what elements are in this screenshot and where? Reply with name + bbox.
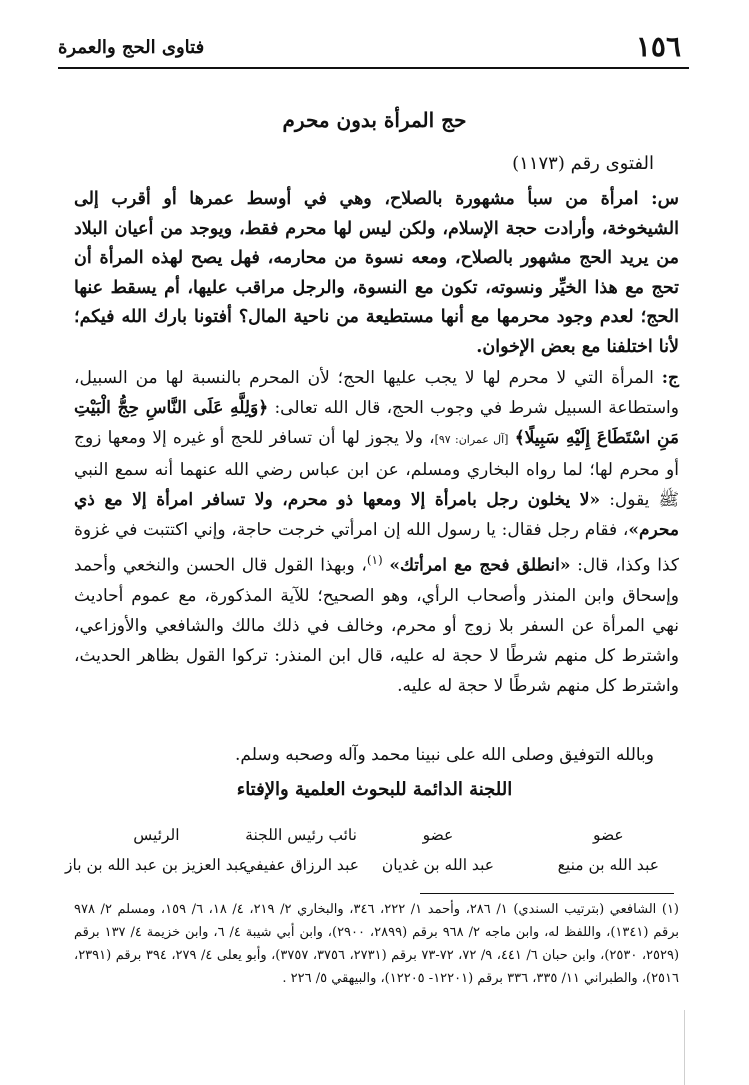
answer-paragraph bbox=[74, 363, 679, 701]
signature-chairman bbox=[65, 820, 248, 880]
signature-member-2 bbox=[382, 820, 494, 880]
closing-line: وبالله التوفيق وصلى الله على نبينا محمد وآله وصحبه وسلم. bbox=[235, 745, 654, 765]
signature-role: نائب رئيس اللجنة bbox=[245, 826, 357, 844]
quran-verse: ﴿وَلِلَّهِ عَلَى النَّاسِ حِجُّ الْبَيْتِ مَنِ اسْتَطَاعَ إِلَيْهِ سَبِيلًا﴾ bbox=[74, 398, 679, 448]
question-prefix: س: bbox=[651, 189, 679, 209]
signature-role: الرئيس bbox=[133, 826, 180, 844]
fatwa-title: حج المرأة بدون محرم bbox=[282, 108, 467, 132]
hadith-quote-2: «انطلق فحج مع امرأتك» bbox=[389, 555, 571, 576]
signature-name: عبد العزيز بن عبد الله بن باز bbox=[65, 856, 248, 874]
answer-text-4: ، وبهذا القول قال الحسن والنخعي وأحمد وإسحاق وابن المنذر وأصحاب الرأي، وهو الصحيح؛ للآية المذكورة، مع عموم أحاديث نهي المرأة عن السفر بلا زوج أو محرم، وخالف في ذلك مالك والشافعي والأوزاعي، واشترط كل منهم شرطًا لا حجة له عليه، قال ابن المنذر: تركوا القول بظاهر الحديث، واشترط كل منهم شرطًا لا حجة له عليه. bbox=[74, 555, 679, 696]
answer-text-3: ، فقام رجل فقال: يا رسول الله إن امرأتي خرجت حاجة، وإني اكتتبت في غزوة كذا وكذا، قال: bbox=[74, 520, 680, 576]
page-number: ١٥٦ bbox=[635, 30, 681, 63]
signature-block bbox=[65, 820, 659, 880]
footnote-text: (١) الشافعي (بترتيب السندي) ١/ ٢٨٦، وأحمد ١/ ٢٢٢، ٣٤٦، والبخاري ٢/ ٢١٩، ٤/ ١٨، ٦/ ١٥٩، ومسلم ٢/ ٩٧٨ برقم (١٣٤١)، واللفظ له، وابن ماجه ٢/ ٩٦٨ برقم (٢٨٩٩، ٢٩٠٠)، وابن أبي شيبة ٤/ ٦، وابن خزيمة ٤/ ١٣٧ برقم (٢٥٢٩، ٢٥٣٠)، وابن حبان ٦/ ٤٤١، ٩/ ٧٢، ٧٢-٧٣ برقم (٢٧٣١، ٣٧٥٦، ٣٧٥٧)، وأبو يعلى ٤/ ٢٧٩، ٣٩٤ برقم (٢٣٩١، ٢٥١٦)، والطبراني ١١/ ٣٣٥، ٣٣٦ برقم (١٢٢٠١- ١٢٢٠٥)، والبيهقي ٥/ ٢٢٦ . bbox=[74, 902, 680, 986]
quran-reference: [آل عمران: ٩٧] bbox=[434, 433, 509, 446]
answer-text-2: ، ولا يجوز لها أن تسافر للحج أو غيره إلا ومعها زوج أو محرم لها؛ لما رواه البخاري ومسلم، عن ابن عباس رضي الله عنهما أنه سمع النبي ﷺ يقول: bbox=[74, 428, 680, 510]
footnote-marker: (١) bbox=[366, 553, 383, 567]
page-header bbox=[58, 30, 681, 64]
signature-name: عبد الله بن غديان bbox=[381, 856, 494, 874]
answer-prefix: ج: bbox=[661, 368, 679, 388]
fatwa-number: الفتوى رقم (١١٧٣) bbox=[512, 153, 654, 174]
page-crease bbox=[684, 1010, 685, 1085]
book-title: فتاوى الحج والعمرة bbox=[58, 37, 205, 58]
signature-role: عضو bbox=[592, 826, 624, 844]
question-paragraph bbox=[74, 185, 679, 362]
signature-role: عضو bbox=[422, 826, 454, 844]
signature-vice-chair bbox=[243, 820, 359, 880]
signature-name: عبد الرزاق عفيفي bbox=[243, 856, 359, 874]
signature-name: عبد الله بن منيع bbox=[557, 856, 659, 874]
signature-member-1 bbox=[558, 820, 659, 880]
footnote-divider bbox=[420, 893, 674, 894]
header-divider bbox=[58, 67, 689, 69]
committee-name: اللجنة الدائمة للبحوث العلمية والإفتاء bbox=[236, 779, 513, 800]
question-text: امرأة من سبأ مشهورة بالصلاح، وهي في أوسط عمرها أو أقرب إلى الشيخوخة، وأرادت حجة الإسلام، ولكن ليس لها محرم فقط، ويوجد من أعيان البلاد من يريد الحج مشهور بالصلاح، ومعه نسوة من محارمه، فهل يصح لهذه المرأة أن تحج مع هذا الخيِّر ونسوته، تكون مع النسوة، والرجل مراقب عليها، أم يسقط عنها الحج؛ لعدم وجود محرمها مع أنها مستطيعة من ناحية المال؟ أفتونا بارك الله فيكم؛ لأنا اختلفنا مع بعض الإخوان. bbox=[74, 189, 679, 357]
answer-text-1: المرأة التي لا محرم لها لا يجب عليها الحج؛ لأن المحرم بالنسبة لها من السبيل، واستطاعة السبيل شرط في وجوب الحج، قال الله تعالى: bbox=[74, 368, 679, 418]
hadith-quote-1: «لا يخلون رجل بامرأة إلا ومعها ذو محرم، ولا تسافر امرأة إلا مع ذي محرم» bbox=[74, 490, 679, 540]
